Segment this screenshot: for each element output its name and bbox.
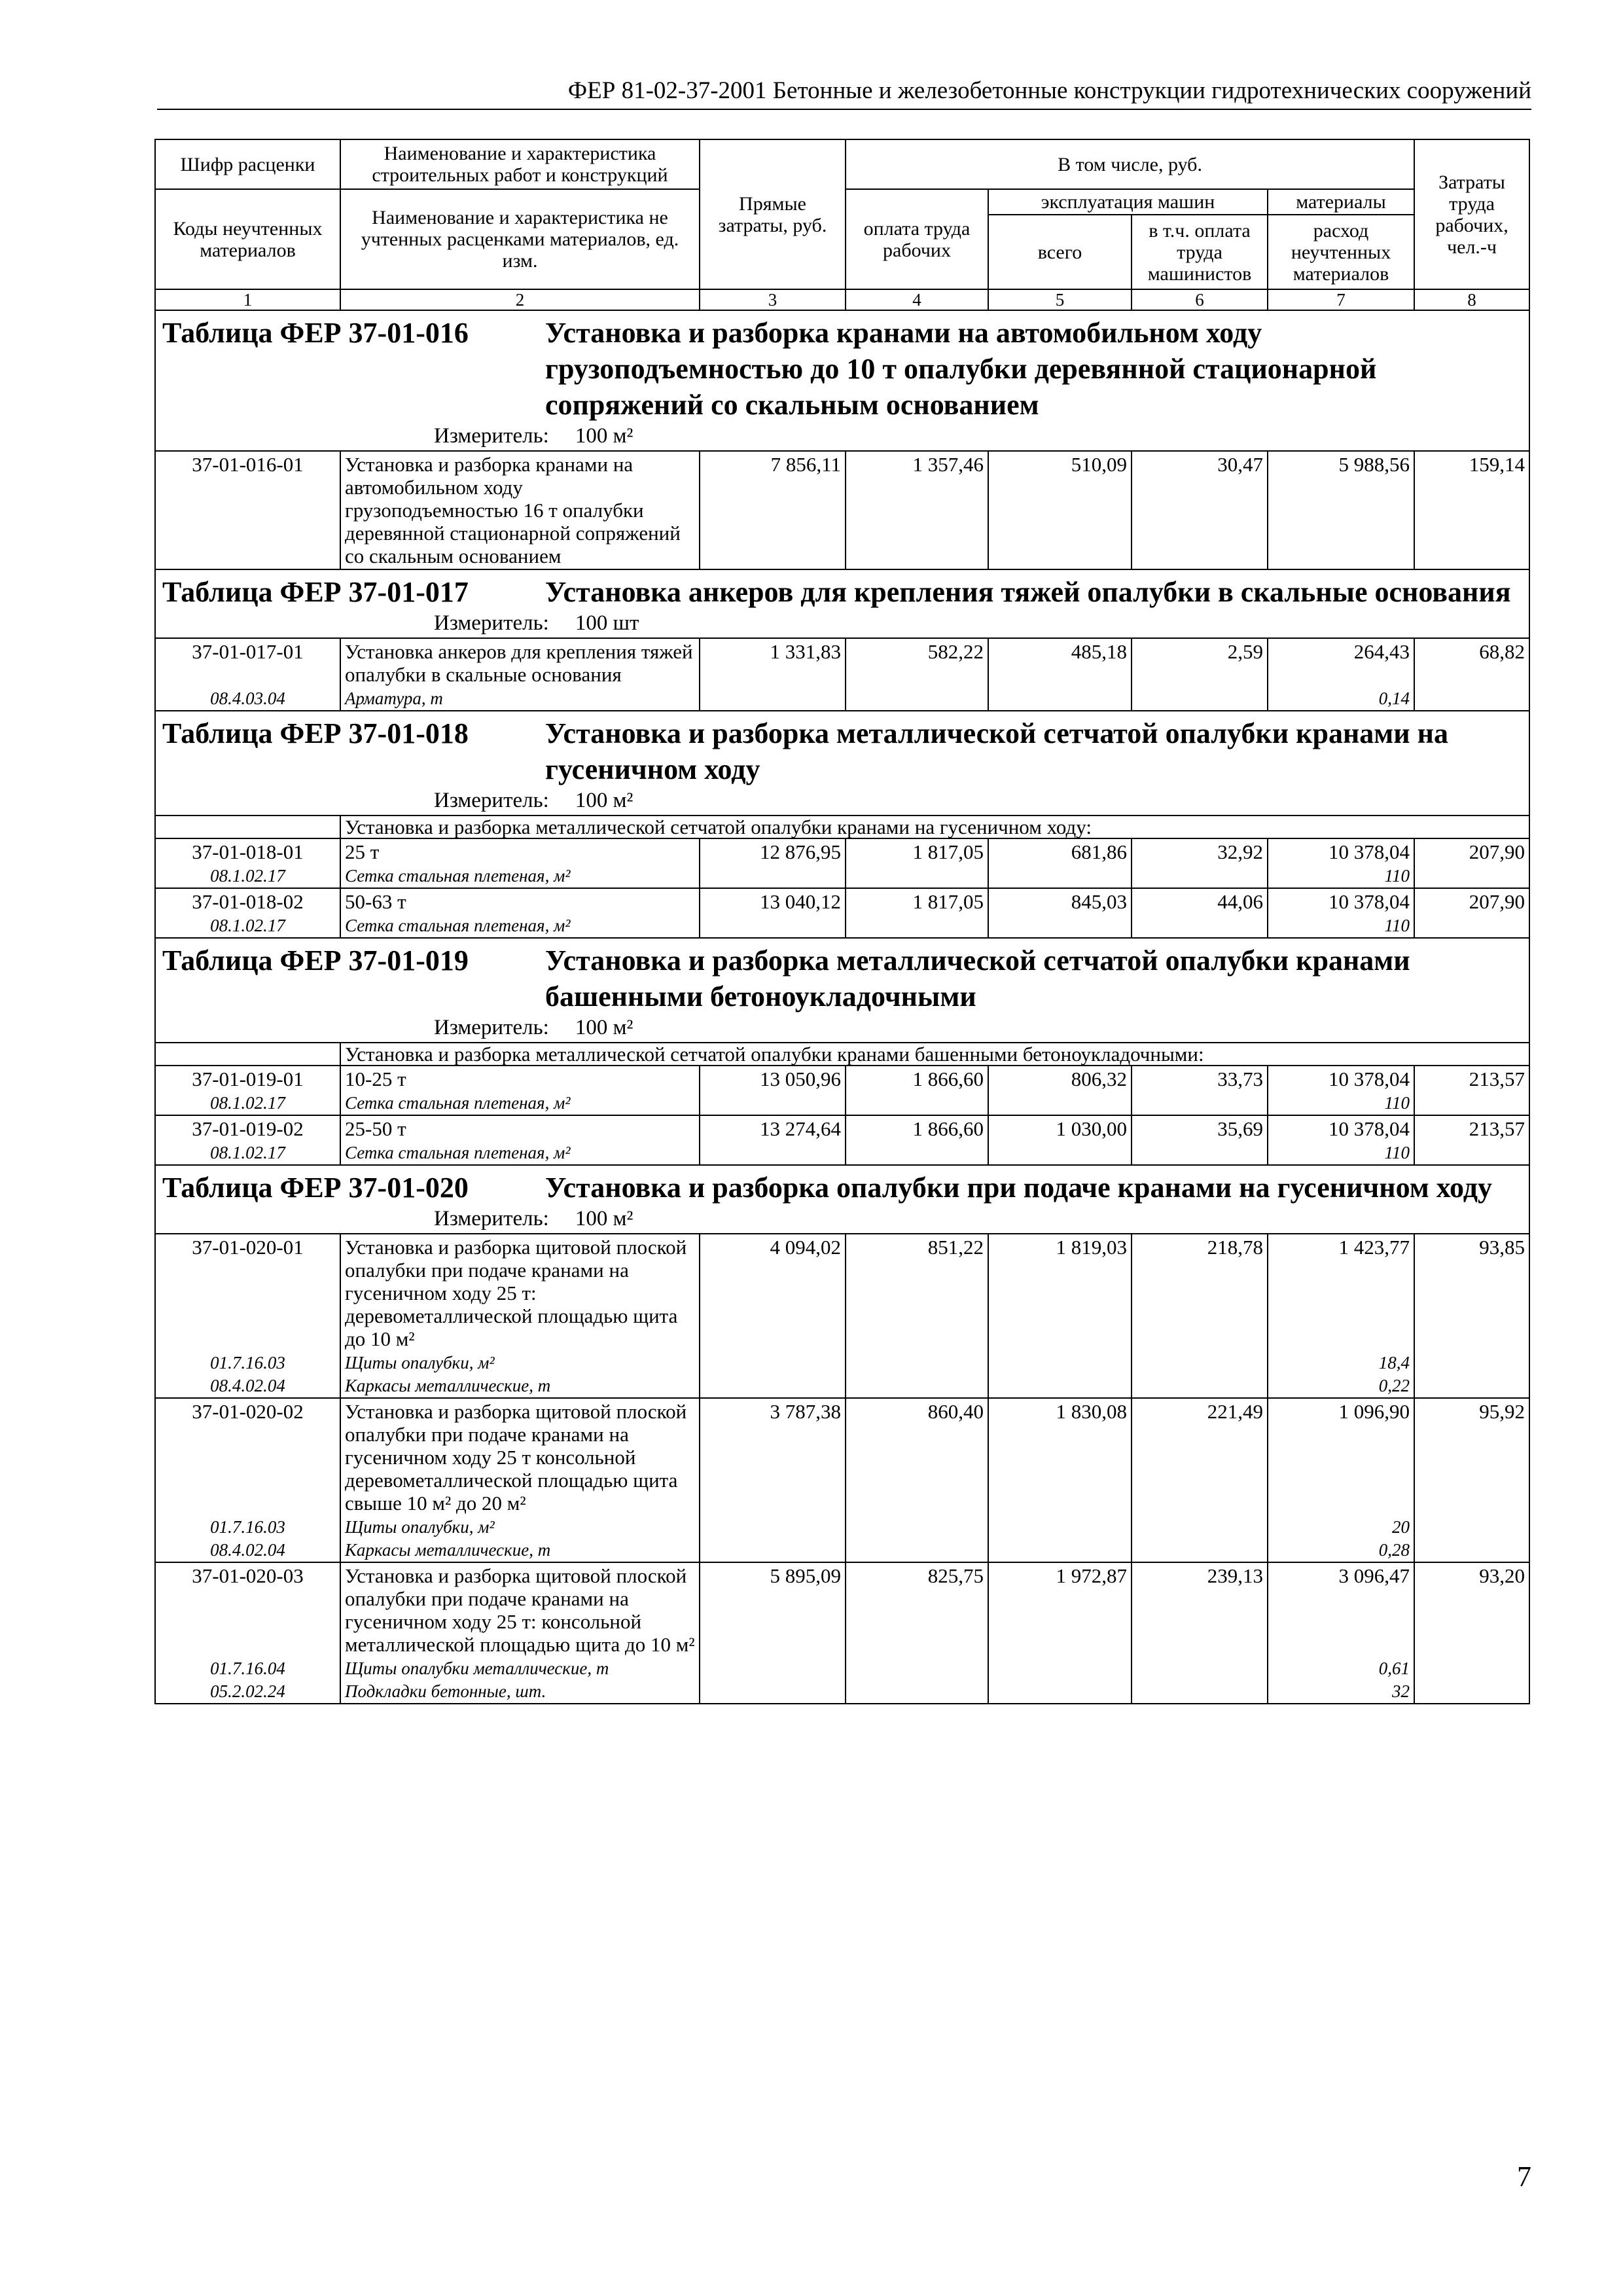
header-rule xyxy=(157,109,1531,110)
group-heading-row xyxy=(155,1043,1529,1066)
rate-code: 37-01-019-01 xyxy=(155,1066,340,1092)
material-quantity: 110 xyxy=(1268,914,1414,938)
group-heading-row xyxy=(155,816,1529,838)
material-code: 01.7.16.03 xyxy=(155,1352,340,1374)
header-materialy: материалы xyxy=(1268,189,1414,215)
table-section-heading xyxy=(155,569,1529,638)
material-blank xyxy=(1132,687,1268,711)
header-ekspl: эксплуатация машин xyxy=(988,189,1268,215)
header-pryamye: Прямые затраты, руб. xyxy=(700,139,846,289)
machinists-pay: 30,47 xyxy=(1132,451,1268,569)
material-code: 08.1.02.17 xyxy=(155,865,340,888)
material-blank xyxy=(700,914,846,938)
materials-cost: 1 096,90 xyxy=(1268,1398,1414,1516)
material-blank xyxy=(846,865,988,888)
material-blank xyxy=(1414,1539,1529,1562)
material-blank xyxy=(700,1680,846,1704)
material-blank xyxy=(1414,1680,1529,1704)
rate-row xyxy=(155,1398,1529,1516)
group-heading: Установка и разборка металлической сетчатой опалубки кранами на гусеничном ходу: xyxy=(340,816,1529,838)
table-section-head xyxy=(162,715,1522,787)
labor-hours: 159,14 xyxy=(1414,451,1529,569)
rates-table xyxy=(154,139,1530,1704)
material-row xyxy=(155,1657,1529,1680)
table-section-cell xyxy=(155,310,1529,451)
material-quantity: 110 xyxy=(1268,1141,1414,1165)
material-row xyxy=(155,1539,1529,1562)
table-section-cell xyxy=(155,711,1529,816)
labor-pay: 1 866,60 xyxy=(846,1115,988,1141)
material-code: 08.1.02.17 xyxy=(155,914,340,938)
material-name: Сетка стальная плетеная, м² xyxy=(340,914,700,938)
machines-total: 845,03 xyxy=(988,888,1132,914)
material-blank xyxy=(1132,1680,1268,1704)
material-blank xyxy=(1132,1539,1268,1562)
material-blank xyxy=(1414,1374,1529,1398)
material-blank xyxy=(846,687,988,711)
direct-costs: 13 040,12 xyxy=(700,888,846,914)
material-blank xyxy=(846,1516,988,1539)
material-blank xyxy=(700,1141,846,1165)
material-quantity: 110 xyxy=(1268,1092,1414,1115)
table-section-cell xyxy=(155,938,1529,1043)
meter-value: 100 м² xyxy=(575,789,633,812)
direct-costs: 5 895,09 xyxy=(700,1562,846,1657)
material-blank xyxy=(1414,687,1529,711)
material-quantity: 20 xyxy=(1268,1516,1414,1539)
rate-row xyxy=(155,638,1529,687)
table-meter xyxy=(162,787,1522,814)
group-heading: Установка и разборка металлической сетчатой опалубки кранами башенными бетоноукладочными: xyxy=(340,1043,1529,1066)
material-blank xyxy=(700,1657,846,1680)
material-code: 08.1.02.17 xyxy=(155,1092,340,1115)
group-blank xyxy=(155,816,340,838)
column-number: 5 xyxy=(988,289,1132,310)
rate-name: 50-63 т xyxy=(340,888,700,914)
material-code: 05.2.02.24 xyxy=(155,1680,340,1704)
rate-name: Установка и разборка кранами на автомобильном ходу грузоподъемностью 16 т опалубки деревянной стационарной сопряжений со скальным основанием xyxy=(340,451,700,569)
rate-row xyxy=(155,1115,1529,1141)
machines-total: 681,86 xyxy=(988,838,1132,865)
rate-code: 37-01-019-02 xyxy=(155,1115,340,1141)
material-row xyxy=(155,1680,1529,1704)
material-blank xyxy=(846,1141,988,1165)
labor-pay: 582,22 xyxy=(846,638,988,687)
rate-code: 37-01-018-02 xyxy=(155,888,340,914)
material-blank xyxy=(1132,865,1268,888)
material-blank xyxy=(988,1657,1132,1680)
rate-name: Установка и разборка щитовой плоской опалубки при подаче кранами на гусеничном ходу 25 т: консольной металлической площадью щита до 10 м² xyxy=(340,1562,700,1657)
table-meter xyxy=(162,610,1522,636)
material-name: Щиты опалубки металлические, т xyxy=(340,1657,700,1680)
rate-row xyxy=(155,888,1529,914)
material-name: Сетка стальная плетеная, м² xyxy=(340,1092,700,1115)
material-code: 08.4.02.04 xyxy=(155,1374,340,1398)
table-section-head xyxy=(162,1170,1522,1206)
table-number: Таблица ФЕР 37-01-016 xyxy=(162,317,469,349)
labor-hours: 68,82 xyxy=(1414,638,1529,687)
labor-hours: 93,20 xyxy=(1414,1562,1529,1657)
meter-value: 100 м² xyxy=(575,424,633,448)
material-name: Каркасы металлические, т xyxy=(340,1374,700,1398)
table-section-head xyxy=(162,574,1522,610)
rate-code: 37-01-016-01 xyxy=(155,451,340,569)
material-blank xyxy=(700,1516,846,1539)
column-number: 1 xyxy=(155,289,340,310)
table-section-cell xyxy=(155,569,1529,638)
rate-code: 37-01-020-01 xyxy=(155,1234,340,1352)
rate-code: 37-01-020-03 xyxy=(155,1562,340,1657)
rate-code: 37-01-020-02 xyxy=(155,1398,340,1516)
material-code: 01.7.16.03 xyxy=(155,1516,340,1539)
material-name: Сетка стальная плетеная, м² xyxy=(340,1141,700,1165)
labor-pay: 1 357,46 xyxy=(846,451,988,569)
material-blank xyxy=(846,914,988,938)
material-quantity: 0,61 xyxy=(1268,1657,1414,1680)
material-blank xyxy=(1414,1516,1529,1539)
material-blank xyxy=(1414,1092,1529,1115)
material-blank xyxy=(1414,1141,1529,1165)
labor-pay: 1 817,05 xyxy=(846,838,988,865)
material-quantity: 0,14 xyxy=(1268,687,1414,711)
machines-total: 806,32 xyxy=(988,1066,1132,1092)
material-name: Арматура, т xyxy=(340,687,700,711)
table-number: Таблица ФЕР 37-01-019 xyxy=(162,944,469,977)
table-number: Таблица ФЕР 37-01-018 xyxy=(162,717,469,749)
labor-pay: 851,22 xyxy=(846,1234,988,1352)
materials-cost: 10 378,04 xyxy=(1268,838,1414,865)
machines-total: 510,09 xyxy=(988,451,1132,569)
machinists-pay: 2,59 xyxy=(1132,638,1268,687)
material-blank xyxy=(988,1141,1132,1165)
material-name: Щиты опалубки, м² xyxy=(340,1516,700,1539)
header-vsego: всего xyxy=(988,215,1132,289)
rate-name: 10-25 т xyxy=(340,1066,700,1092)
group-blank xyxy=(155,1043,340,1066)
meter-label: Измеритель: xyxy=(434,1016,549,1039)
machinists-pay: 35,69 xyxy=(1132,1115,1268,1141)
column-number: 8 xyxy=(1414,289,1529,310)
rate-name: Установка анкеров для крепления тяжей опалубки в скальные основания xyxy=(340,638,700,687)
rate-name: 25-50 т xyxy=(340,1115,700,1141)
material-quantity: 18,4 xyxy=(1268,1352,1414,1374)
direct-costs: 12 876,95 xyxy=(700,838,846,865)
material-name: Подкладки бетонные, шт. xyxy=(340,1680,700,1704)
material-name: Сетка стальная плетеная, м² xyxy=(340,865,700,888)
rate-row xyxy=(155,1234,1529,1352)
direct-costs: 1 331,83 xyxy=(700,638,846,687)
machinists-pay: 239,13 xyxy=(1132,1562,1268,1657)
material-quantity: 110 xyxy=(1268,865,1414,888)
table-meter xyxy=(162,1014,1522,1041)
labor-pay: 1 866,60 xyxy=(846,1066,988,1092)
page-number: 7 xyxy=(1517,2161,1531,2193)
running-header: ФЕР 81-02-37-2001 Бетонные и железобетонные конструкции гидротехнических сооружений xyxy=(567,77,1531,104)
machinists-pay: 218,78 xyxy=(1132,1234,1268,1352)
material-blank xyxy=(1132,1374,1268,1398)
material-blank xyxy=(1132,1141,1268,1165)
machines-total: 485,18 xyxy=(988,638,1132,687)
meter-label: Измеритель: xyxy=(434,424,549,448)
table-title: Установка и разборка металлической сетчатой опалубки кранами на гусеничном ходу xyxy=(545,717,1448,785)
direct-costs: 4 094,02 xyxy=(700,1234,846,1352)
material-blank xyxy=(846,1539,988,1562)
material-row xyxy=(155,1352,1529,1374)
header-zatraty: Затраты труда рабочих, чел.-ч xyxy=(1414,139,1529,289)
labor-pay: 1 817,05 xyxy=(846,888,988,914)
material-blank xyxy=(988,687,1132,711)
column-number: 3 xyxy=(700,289,846,310)
material-blank xyxy=(846,1374,988,1398)
machines-total: 1 819,03 xyxy=(988,1234,1132,1352)
materials-cost: 264,43 xyxy=(1268,638,1414,687)
material-blank xyxy=(1414,1352,1529,1374)
labor-hours: 207,90 xyxy=(1414,838,1529,865)
material-blank xyxy=(988,1680,1132,1704)
materials-cost: 1 423,77 xyxy=(1268,1234,1414,1352)
meter-value: 100 м² xyxy=(575,1016,633,1039)
materials-cost: 10 378,04 xyxy=(1268,1115,1414,1141)
rate-row xyxy=(155,1066,1529,1092)
material-name: Щиты опалубки, м² xyxy=(340,1352,700,1374)
header-oplata: оплата труда рабочих xyxy=(846,189,988,289)
machinists-pay: 221,49 xyxy=(1132,1398,1268,1516)
labor-hours: 95,92 xyxy=(1414,1398,1529,1516)
material-blank xyxy=(988,1516,1132,1539)
direct-costs: 7 856,11 xyxy=(700,451,846,569)
table-number: Таблица ФЕР 37-01-017 xyxy=(162,576,469,608)
material-row xyxy=(155,1374,1529,1398)
table-section-head xyxy=(162,315,1522,423)
table-meter xyxy=(162,423,1522,449)
material-blank xyxy=(700,1374,846,1398)
material-blank xyxy=(700,687,846,711)
material-blank xyxy=(700,1092,846,1115)
materials-cost: 3 096,47 xyxy=(1268,1562,1414,1657)
material-blank xyxy=(988,1352,1132,1374)
material-blank xyxy=(1414,914,1529,938)
meter-label: Измеритель: xyxy=(434,611,549,635)
rate-name: 25 т xyxy=(340,838,700,865)
labor-hours: 207,90 xyxy=(1414,888,1529,914)
rate-name: Установка и разборка щитовой плоской опалубки при подаче кранами на гусеничном ходу 25 т: деревометаллической площадью щита до 10 м² xyxy=(340,1234,700,1352)
material-code: 08.1.02.17 xyxy=(155,1141,340,1165)
material-quantity: 0,22 xyxy=(1268,1374,1414,1398)
machines-total: 1 972,87 xyxy=(988,1562,1132,1657)
material-blank xyxy=(1132,1657,1268,1680)
header-rashod: расход неучтенных материалов xyxy=(1268,215,1414,289)
materials-cost: 5 988,56 xyxy=(1268,451,1414,569)
meter-value: 100 м² xyxy=(575,1207,633,1230)
machinists-pay: 33,73 xyxy=(1132,1066,1268,1092)
labor-hours: 213,57 xyxy=(1414,1115,1529,1141)
material-name: Каркасы металлические, т xyxy=(340,1539,700,1562)
header-v-tom-chisle: В том числе, руб. xyxy=(846,139,1414,189)
table-section-head xyxy=(162,942,1522,1014)
material-blank xyxy=(700,865,846,888)
header-shifr: Шифр расценки xyxy=(155,139,340,189)
rate-code: 37-01-017-01 xyxy=(155,638,340,687)
machines-total: 1 030,00 xyxy=(988,1115,1132,1141)
material-quantity: 0,28 xyxy=(1268,1539,1414,1562)
material-blank xyxy=(988,1374,1132,1398)
material-code: 08.4.02.04 xyxy=(155,1539,340,1562)
machinists-pay: 44,06 xyxy=(1132,888,1268,914)
table-section-heading xyxy=(155,711,1529,816)
material-quantity: 32 xyxy=(1268,1680,1414,1704)
table-section-cell xyxy=(155,1165,1529,1234)
material-blank xyxy=(846,1657,988,1680)
material-blank xyxy=(1414,1657,1529,1680)
header-naim2: Наименование и характеристика не учтенных расценками материалов, ед. изм. xyxy=(340,189,700,289)
column-number: 7 xyxy=(1268,289,1414,310)
column-number: 2 xyxy=(340,289,700,310)
table-section-heading xyxy=(155,938,1529,1043)
header-vtch: в т.ч. оплата труда машинистов xyxy=(1132,215,1268,289)
material-row xyxy=(155,1092,1529,1115)
material-row xyxy=(155,1141,1529,1165)
column-number: 6 xyxy=(1132,289,1268,310)
header-naim1: Наименование и характеристика строительных работ и конструкций xyxy=(340,139,700,189)
direct-costs: 3 787,38 xyxy=(700,1398,846,1516)
rate-code: 37-01-018-01 xyxy=(155,838,340,865)
material-row xyxy=(155,914,1529,938)
materials-cost: 10 378,04 xyxy=(1268,1066,1414,1092)
labor-pay: 825,75 xyxy=(846,1562,988,1657)
direct-costs: 13 050,96 xyxy=(700,1066,846,1092)
material-code: 01.7.16.04 xyxy=(155,1657,340,1680)
column-numbers-row xyxy=(155,289,1529,310)
material-blank xyxy=(988,914,1132,938)
rate-row xyxy=(155,1562,1529,1657)
material-row xyxy=(155,1516,1529,1539)
labor-hours: 93,85 xyxy=(1414,1234,1529,1352)
material-blank xyxy=(1414,865,1529,888)
direct-costs: 13 274,64 xyxy=(700,1115,846,1141)
table-section-heading xyxy=(155,310,1529,451)
labor-hours: 213,57 xyxy=(1414,1066,1529,1092)
table-number: Таблица ФЕР 37-01-020 xyxy=(162,1172,469,1204)
material-blank xyxy=(1132,1352,1268,1374)
table-title: Установка и разборка металлической сетчатой опалубки кранами башенными бетоноукладочными xyxy=(545,944,1410,1013)
material-row xyxy=(155,687,1529,711)
material-row xyxy=(155,865,1529,888)
table-title: Установка и разборка опалубки при подаче кранами на гусеничном ходу xyxy=(545,1172,1493,1204)
material-blank xyxy=(846,1680,988,1704)
table-section-heading xyxy=(155,1165,1529,1234)
material-blank xyxy=(846,1092,988,1115)
material-blank xyxy=(700,1539,846,1562)
rate-row xyxy=(155,838,1529,865)
meter-label: Измеритель: xyxy=(434,1207,549,1230)
material-blank xyxy=(700,1352,846,1374)
header-kody: Коды неучтенных материалов xyxy=(155,189,340,289)
table-title: Установка и разборка кранами на автомобильном ходу грузоподъемностью до 10 т опалубки деревянной стационарной сопряжений со скальным основанием xyxy=(545,317,1377,421)
rate-name: Установка и разборка щитовой плоской опалубки при подаче кранами на гусеничном ходу 25 т консольной деревометаллической площадью щита свыше 10 м² до 20 м² xyxy=(340,1398,700,1516)
material-blank xyxy=(1132,914,1268,938)
material-code: 08.4.03.04 xyxy=(155,687,340,711)
material-blank xyxy=(1132,1092,1268,1115)
material-blank xyxy=(988,1092,1132,1115)
labor-pay: 860,40 xyxy=(846,1398,988,1516)
machines-total: 1 830,08 xyxy=(988,1398,1132,1516)
machinists-pay: 32,92 xyxy=(1132,838,1268,865)
material-blank xyxy=(988,1539,1132,1562)
meter-label: Измеритель: xyxy=(434,789,549,812)
material-blank xyxy=(1132,1516,1268,1539)
meter-value: 100 шт xyxy=(575,611,639,635)
material-blank xyxy=(988,865,1132,888)
rate-row xyxy=(155,451,1529,569)
column-number: 4 xyxy=(846,289,988,310)
table-meter xyxy=(162,1206,1522,1232)
table-title: Установка анкеров для крепления тяжей опалубки в скальные основания xyxy=(545,576,1511,608)
materials-cost: 10 378,04 xyxy=(1268,888,1414,914)
material-blank xyxy=(846,1352,988,1374)
